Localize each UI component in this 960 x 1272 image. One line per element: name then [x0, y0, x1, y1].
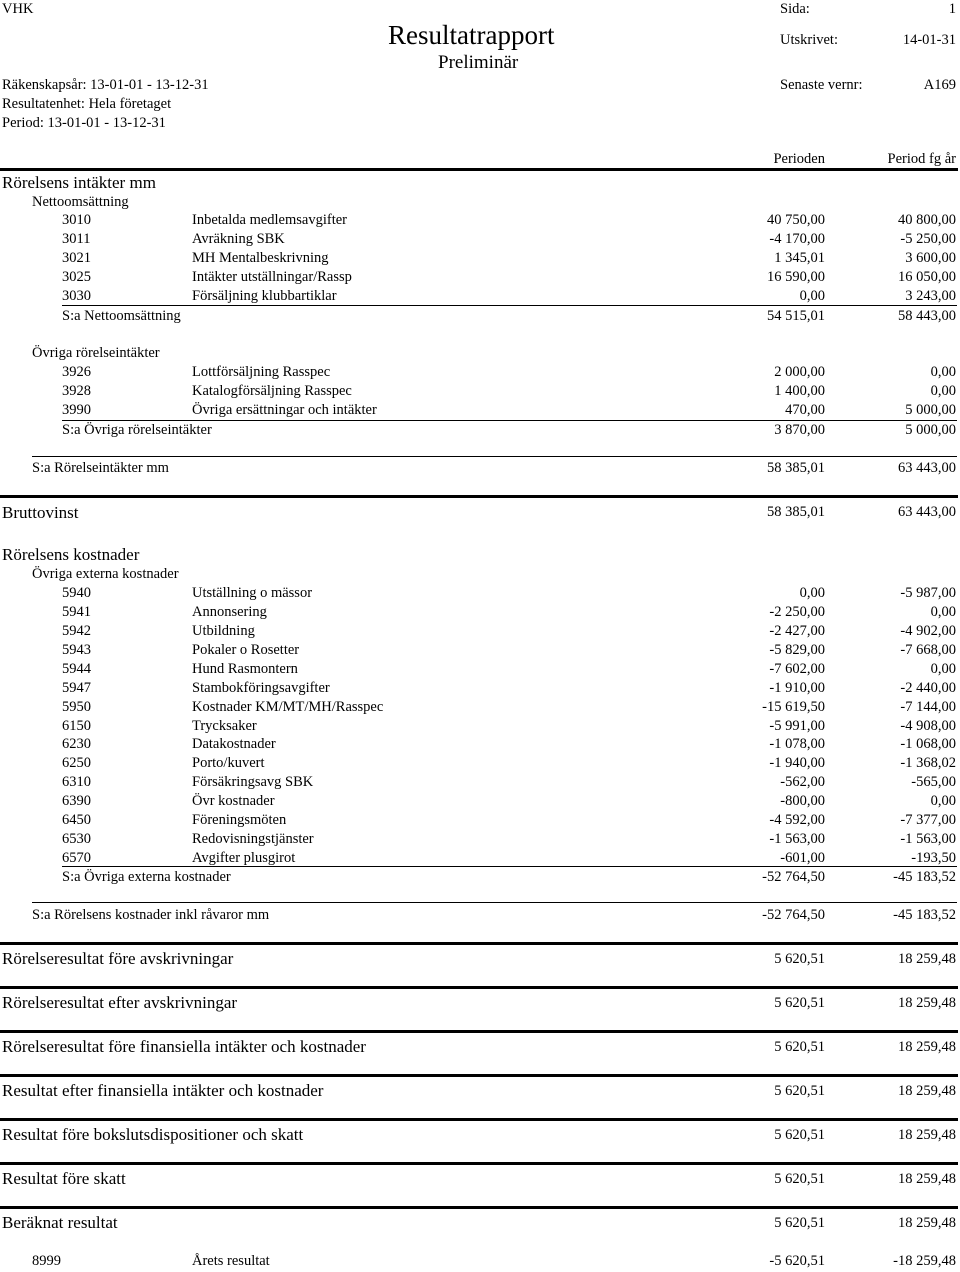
period: Period: 13-01-01 - 13-12-31	[2, 115, 166, 131]
account-name: Övriga ersättningar och intäkter	[192, 402, 377, 418]
amount-previous: 3 600,00	[905, 250, 956, 266]
account-name: Utställning o mässor	[192, 585, 313, 601]
amount-current: 470,00	[785, 402, 825, 418]
amount-current: -5 829,00	[769, 641, 825, 658]
account-name: Utbildning	[192, 622, 255, 639]
amount-current: -5 620,51	[769, 1253, 825, 1269]
amount-current: -15 619,50	[762, 698, 825, 715]
company-name: VHK	[2, 1, 34, 17]
account-name: Försäljning klubbartiklar	[192, 288, 337, 304]
account-number: 6310	[62, 774, 91, 791]
account-name: Hund Rasmontern	[192, 660, 298, 677]
result-current: 5 620,51	[774, 1083, 825, 1099]
sum-previous: 63 443,00	[898, 460, 956, 476]
result-current: 5 620,51	[774, 1127, 825, 1143]
account-number: 5950	[62, 698, 91, 715]
amount-current: -562,00	[780, 774, 825, 791]
account-number: 5942	[62, 622, 91, 639]
printed-date: 14-01-31	[902, 32, 956, 48]
account-name: Kostnader KM/MT/MH/Rasspec	[192, 698, 384, 715]
account-name: Stambokföringsavgifter	[192, 679, 330, 696]
account-number: 6150	[62, 717, 91, 734]
amount-previous: -5 250,00	[900, 231, 956, 247]
result-label: Resultat efter finansiella intäkter och kostnader	[2, 1081, 324, 1100]
result-label: Rörelseresultat före avskrivningar	[2, 949, 234, 968]
amount-current: -2 427,00	[769, 622, 825, 639]
account-number: 3030	[62, 288, 91, 304]
result-current: 5 620,51	[774, 1215, 825, 1231]
sum-current: -52 764,50	[762, 869, 825, 885]
group-title-net-sales: Nettoomsättning	[32, 194, 129, 210]
amount-previous: 16 050,00	[898, 269, 956, 285]
amount-previous: 5 000,00	[905, 402, 956, 418]
sum-label: S:a Övriga rörelseintäkter	[62, 422, 212, 438]
amount-current: -1 563,00	[769, 831, 825, 848]
result-previous: 18 259,48	[898, 1171, 956, 1187]
account-name: Avgifter plusgirot	[192, 850, 296, 867]
result-current: 5 620,51	[774, 1039, 825, 1055]
account-number: 6530	[62, 831, 91, 848]
amount-previous: 0,00	[930, 660, 956, 677]
amount-current: -4 592,00	[769, 812, 825, 829]
account-number: 3990	[62, 402, 91, 418]
account-number: 6390	[62, 793, 91, 810]
amount-current: -1 078,00	[769, 736, 825, 753]
sum-label: S:a Övriga externa kostnader	[62, 869, 231, 885]
last-vernr-label: Senaste vernr:	[780, 77, 863, 93]
account-name: Avräkning SBK	[192, 231, 285, 247]
account-number: 5947	[62, 679, 91, 696]
group-title-external-costs: Övriga externa kostnader	[32, 566, 179, 582]
column-header-current: Perioden	[773, 151, 825, 167]
section-title-revenue: Rörelsens intäkter mm	[2, 173, 156, 192]
column-header-previous: Period fg år	[887, 151, 956, 167]
account-name: MH Mentalbeskrivning	[192, 250, 329, 266]
result-rule	[0, 942, 958, 945]
section-title-costs: Rörelsens kostnader	[2, 545, 140, 564]
account-number: 3025	[62, 269, 91, 285]
header-rule	[0, 168, 958, 171]
amount-previous: 0,00	[930, 603, 956, 620]
page-label: Sida:	[780, 1, 810, 17]
account-number: 5944	[62, 660, 91, 677]
account-number: 3021	[62, 250, 91, 266]
gross-profit-current: 58 385,01	[767, 504, 825, 520]
amount-previous: -565,00	[911, 774, 956, 791]
result-rule	[0, 1030, 958, 1033]
account-number: 6250	[62, 755, 91, 772]
result-current: 5 620,51	[774, 951, 825, 967]
result-rule	[0, 1074, 958, 1077]
result-label: Rörelseresultat före finansiella intäkter och kostnader	[2, 1037, 366, 1056]
amount-current: -4 170,00	[769, 231, 825, 247]
subtotal-rule	[62, 866, 957, 867]
amount-previous: -4 908,00	[900, 717, 956, 734]
account-number: 5943	[62, 641, 91, 658]
amount-current: -7 602,00	[769, 660, 825, 677]
fiscal-year: Räkenskapsår: 13-01-01 - 13-12-31	[2, 77, 209, 93]
sum-label: S:a Nettoomsättning	[62, 308, 181, 324]
account-number: 8999	[32, 1253, 61, 1269]
amount-previous: -7 144,00	[900, 698, 956, 715]
amount-current: -5 991,00	[769, 717, 825, 734]
result-rule	[0, 1118, 958, 1121]
account-name: Inbetalda medlemsavgifter	[192, 212, 348, 228]
total-rule	[32, 456, 957, 457]
result-rule	[0, 1206, 958, 1209]
result-current: 5 620,51	[774, 1171, 825, 1187]
amount-current: 16 590,00	[767, 269, 825, 285]
amount-previous: 0,00	[930, 383, 956, 399]
amount-previous: -1 563,00	[900, 831, 956, 848]
amount-current: -1 940,00	[769, 755, 825, 772]
result-label: Beräknat resultat	[2, 1213, 118, 1232]
sum-previous: -45 183,52	[893, 907, 956, 923]
sum-current: 54 515,01	[767, 308, 825, 324]
sum-label: S:a Rörelsens kostnader inkl råvaror mm	[32, 907, 270, 923]
account-name: Intäkter utställningar/Rassp	[192, 269, 352, 285]
result-label: Rörelseresultat efter avskrivningar	[2, 993, 238, 1012]
report-title: Resultatrapport	[388, 20, 555, 50]
result-previous: 18 259,48	[898, 951, 956, 967]
amount-current: -2 250,00	[769, 603, 825, 620]
amount-previous: 40 800,00	[898, 212, 956, 228]
account-number: 6570	[62, 850, 91, 867]
result-label: Resultat före skatt	[2, 1169, 126, 1188]
amount-current: 1 345,01	[774, 250, 825, 266]
amount-previous: -4 902,00	[900, 622, 956, 639]
account-name: Katalogförsäljning Rasspec	[192, 383, 352, 399]
account-name: Övr kostnader	[192, 793, 275, 810]
total-rule	[32, 902, 957, 903]
amount-current: 40 750,00	[767, 212, 825, 228]
amount-previous: 0,00	[930, 793, 956, 810]
amount-previous: -5 987,00	[900, 585, 956, 601]
result-rule	[0, 1162, 958, 1165]
sum-current: 3 870,00	[774, 422, 825, 438]
account-number: 3010	[62, 212, 91, 228]
account-number: 5940	[62, 585, 91, 601]
account-name: Årets resultat	[192, 1253, 270, 1269]
amount-previous: -18 259,48	[893, 1253, 956, 1269]
account-name: Föreningsmöten	[192, 812, 287, 829]
amount-current: -1 910,00	[769, 679, 825, 696]
amount-previous: -2 440,00	[900, 679, 956, 696]
account-number: 3928	[62, 383, 91, 399]
amount-previous: 0,00	[930, 364, 956, 380]
amount-current: 0,00	[799, 288, 825, 304]
sum-current: 58 385,01	[767, 460, 825, 476]
account-name: Pokaler o Rosetter	[192, 641, 300, 658]
amount-previous: -193,50	[911, 850, 956, 867]
gross-rule	[0, 495, 958, 498]
sum-previous: 5 000,00	[905, 422, 956, 438]
result-label: Resultat före bokslutsdispositioner och skatt	[2, 1125, 304, 1144]
amount-current: 2 000,00	[774, 364, 825, 380]
group-title-other-income: Övriga rörelseintäkter	[32, 345, 160, 361]
amount-current: -601,00	[780, 850, 825, 867]
account-number: 3926	[62, 364, 91, 380]
result-previous: 18 259,48	[898, 1083, 956, 1099]
page-number: 1	[948, 1, 956, 17]
result-previous: 18 259,48	[898, 1215, 956, 1231]
result-rule	[0, 986, 958, 989]
amount-previous: -1 368,02	[900, 755, 956, 772]
account-number: 3011	[62, 231, 91, 247]
account-name: Porto/kuvert	[192, 755, 265, 772]
report-subtitle: Preliminär	[438, 52, 519, 73]
account-name: Trycksaker	[192, 717, 257, 734]
amount-current: 0,00	[799, 585, 825, 601]
account-number: 6230	[62, 736, 91, 753]
account-name: Redovisningstjänster	[192, 831, 314, 848]
sum-previous: -45 183,52	[893, 869, 956, 885]
printed-label: Utskrivet:	[780, 32, 838, 48]
amount-previous: -1 068,00	[900, 736, 956, 753]
account-number: 6450	[62, 812, 91, 829]
amount-current: -800,00	[780, 793, 825, 810]
amount-previous: -7 668,00	[900, 641, 956, 658]
account-number: 5941	[62, 603, 91, 620]
result-previous: 18 259,48	[898, 995, 956, 1011]
amount-current: 1 400,00	[774, 383, 825, 399]
subtotal-rule	[62, 305, 957, 306]
account-name: Datakostnader	[192, 736, 276, 753]
sum-previous: 58 443,00	[898, 308, 956, 324]
account-name: Lottförsäljning Rasspec	[192, 364, 331, 380]
account-name: Annonsering	[192, 603, 267, 620]
last-vernr-value: A169	[923, 77, 956, 93]
result-previous: 18 259,48	[898, 1127, 956, 1143]
result-previous: 18 259,48	[898, 1039, 956, 1055]
result-unit: Resultatenhet: Hela företaget	[2, 96, 172, 112]
amount-previous: 3 243,00	[905, 288, 956, 304]
gross-profit-previous: 63 443,00	[898, 504, 956, 520]
gross-profit-label: Bruttovinst	[2, 503, 79, 522]
sum-label: S:a Rörelseintäkter mm	[32, 460, 169, 476]
amount-previous: -7 377,00	[900, 812, 956, 829]
account-name: Försäkringsavg SBK	[192, 774, 314, 791]
result-current: 5 620,51	[774, 995, 825, 1011]
sum-current: -52 764,50	[762, 907, 825, 923]
